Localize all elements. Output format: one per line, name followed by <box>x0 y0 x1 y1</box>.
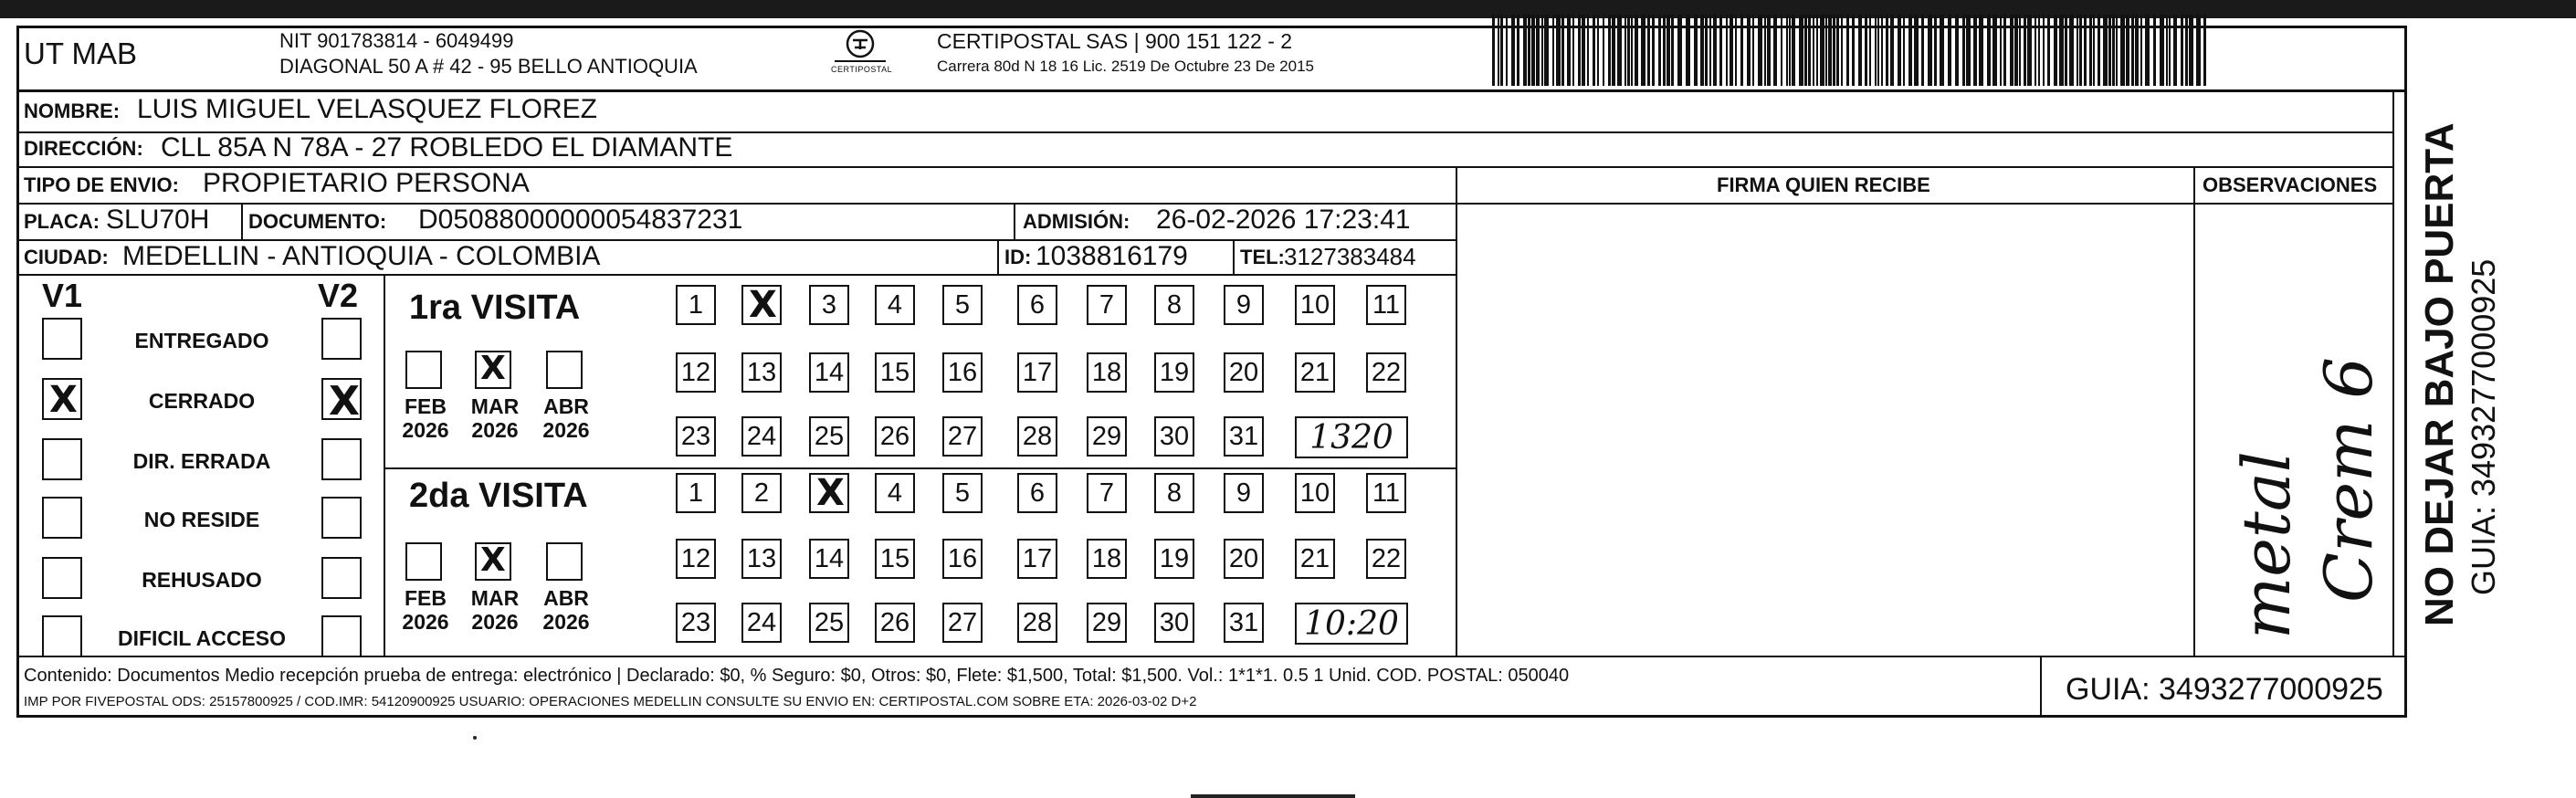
visit-time: 10:20 <box>1304 604 1399 643</box>
day-box[interactable]: 23 <box>676 416 716 457</box>
divider <box>16 89 2407 92</box>
v2-checkbox[interactable] <box>321 318 362 360</box>
day-box[interactable]: 6 <box>1017 473 1057 513</box>
day-box[interactable]: 15 <box>875 352 915 393</box>
month-year: 2026 <box>402 418 449 442</box>
day-box[interactable]: 24 <box>741 603 782 643</box>
v1-checkbox[interactable] <box>42 318 82 360</box>
divider <box>2193 166 2195 656</box>
ciudad-label: CIUDAD: <box>24 246 109 268</box>
check-mark: X <box>816 472 845 514</box>
placa-label: PLACA: <box>24 210 100 233</box>
day-box[interactable]: 12 <box>676 539 716 579</box>
v1-checkbox[interactable] <box>42 557 82 599</box>
day-box[interactable]: 27 <box>942 603 983 643</box>
day-box[interactable]: 17 <box>1017 539 1057 579</box>
sender-address: DIAGONAL 50 A # 42 - 95 BELLO ANTIOQUIA <box>279 55 698 78</box>
scan-mark <box>1191 794 1355 798</box>
day-box[interactable]: 5 <box>942 473 983 513</box>
check-mark: X <box>749 284 777 326</box>
tel-label: TEL: <box>1240 246 1285 268</box>
day-box[interactable]: 29 <box>1087 416 1127 457</box>
month-checkbox[interactable] <box>546 351 583 389</box>
v2-checkbox[interactable] <box>321 615 362 657</box>
visit-time-box[interactable] <box>1295 603 1408 645</box>
direccion-label: DIRECCIÓN: <box>24 137 143 160</box>
check-mark: X <box>329 378 360 425</box>
observaciones-header: OBSERVACIONES <box>2203 173 2378 196</box>
day-box[interactable]: 14 <box>809 539 849 579</box>
day-box[interactable]: 7 <box>1087 473 1127 513</box>
documento-value: D05088000000054837231 <box>418 205 743 235</box>
day-box[interactable]: 19 <box>1154 352 1194 393</box>
day-box[interactable]: 4 <box>875 473 915 513</box>
v2-checkbox[interactable] <box>321 497 362 539</box>
tipo-label: TIPO DE ENVIO: <box>24 173 179 196</box>
month-label: MAR <box>470 394 520 418</box>
visit-time: 1320 <box>1309 418 1393 457</box>
day-box[interactable]: 16 <box>942 352 983 393</box>
day-box[interactable]: 1 <box>676 285 716 325</box>
month-label: FEB <box>405 394 447 418</box>
day-box[interactable]: 20 <box>1224 539 1264 579</box>
footer-guia: GUIA: 3493277000925 <box>2066 672 2383 707</box>
day-box[interactable]: 28 <box>1017 416 1057 457</box>
tel-value: 3127383484 <box>1284 243 1416 270</box>
month-checkbox[interactable] <box>405 351 442 389</box>
status-label: DIFICIL ACCESO <box>117 626 286 650</box>
company-name: UT MAB <box>24 37 138 70</box>
day-box[interactable]: 6 <box>1017 285 1057 325</box>
shipping-label-frame <box>16 26 2407 718</box>
day-box[interactable]: 25 <box>809 603 849 643</box>
month-label: ABR <box>543 586 589 610</box>
day-box[interactable]: 18 <box>1087 352 1127 393</box>
day-box[interactable]: 9 <box>1224 473 1264 513</box>
day-box[interactable]: 27 <box>942 416 983 457</box>
nombre-value: LUIS MIGUEL VELASQUEZ FLOREZ <box>137 94 598 124</box>
divider <box>16 274 1456 276</box>
day-box[interactable]: 13 <box>741 539 782 579</box>
divider <box>1014 203 1015 239</box>
v1-checkbox[interactable] <box>42 438 82 480</box>
month-year: 2026 <box>542 610 590 634</box>
month-year: 2026 <box>542 418 590 442</box>
id-label: ID: <box>1004 246 1032 268</box>
divider <box>1233 239 1235 274</box>
day-box[interactable]: 18 <box>1087 539 1127 579</box>
firma-header: FIRMA QUIEN RECIBE <box>1717 173 1930 196</box>
month-label: ABR <box>543 394 589 418</box>
day-box[interactable]: 5 <box>942 285 983 325</box>
day-box[interactable]: 2 <box>741 473 782 513</box>
day-box[interactable]: 16 <box>942 539 983 579</box>
status-label: REHUSADO <box>142 568 262 592</box>
visit1-title: 1ra VISITA <box>409 289 581 327</box>
day-box[interactable]: 8 <box>1154 473 1194 513</box>
visit2-title: 2da VISITA <box>409 477 588 515</box>
v1-header: V1 <box>42 277 83 314</box>
day-box[interactable]: 3 <box>809 285 849 325</box>
ciudad-value: MEDELLIN - ANTIOQUIA - COLOMBIA <box>122 241 601 271</box>
placa-value: SLU70H <box>106 205 210 235</box>
divider <box>384 274 385 656</box>
divider <box>241 203 243 239</box>
month-label: MAR <box>470 586 520 610</box>
divider <box>997 239 999 274</box>
admision-value: 26-02-2026 17:23:41 <box>1156 205 1411 235</box>
footer-contents: Contenido: Documentos Medio recepción prueba de entrega: electrónico | Declarado: $0, % Seguro: $0, Otros: $0, Flete: $1,500, Total: $1,500. Vol.: 1*1*1. 0.5 1 Unid. COD. POSTAL: 050040 <box>24 666 1570 686</box>
month-checkbox[interactable] <box>405 542 442 581</box>
status-label: CERRADO <box>148 389 256 413</box>
day-box[interactable]: 4 <box>875 285 915 325</box>
day-box[interactable]: 19 <box>1154 539 1194 579</box>
day-box[interactable]: 8 <box>1154 285 1194 325</box>
nit-text: NIT 901783814 - 6049499 <box>279 29 514 52</box>
day-box[interactable]: 24 <box>741 416 782 457</box>
day-box[interactable]: 1 <box>676 473 716 513</box>
day-box[interactable]: 31 <box>1224 603 1264 643</box>
check-mark: X <box>480 541 506 579</box>
day-box[interactable]: 26 <box>875 416 915 457</box>
admision-label: ADMISIÓN: <box>1023 210 1130 233</box>
scan-speck <box>473 736 477 740</box>
footer-details: IMP POR FIVEPOSTAL ODS: 25157800925 / COD.IMR: 54120900925 USUARIO: OPERACIONES MEDELLIN CONSULTE SU ENVIO EN: CERTIPOSTAL.COM SOBRE ETA: 2026-03-02 D+2 <box>24 694 1197 709</box>
day-box[interactable]: 11 <box>1366 285 1406 325</box>
v2-checkbox[interactable] <box>321 438 362 480</box>
check-mark: X <box>480 350 506 387</box>
day-box[interactable]: 11 <box>1366 473 1406 513</box>
day-box[interactable]: 29 <box>1087 603 1127 643</box>
day-box[interactable]: 31 <box>1224 416 1264 457</box>
no-dejar-bajo-puerta: NO DEJAR BAJO PUERTA <box>2417 122 2462 626</box>
month-year: 2026 <box>402 610 449 634</box>
day-box[interactable]: 22 <box>1366 352 1406 393</box>
day-box[interactable]: 15 <box>875 539 915 579</box>
day-box[interactable]: 10 <box>1295 473 1335 513</box>
day-box[interactable]: 14 <box>809 352 849 393</box>
day-box[interactable]: 21 <box>1295 539 1335 579</box>
v2-checkbox[interactable] <box>321 557 362 599</box>
handwritten-note-2: Crem 6 <box>2310 356 2387 603</box>
month-checkbox[interactable] <box>546 542 583 581</box>
v1-checkbox[interactable] <box>42 615 82 657</box>
day-box[interactable]: 10 <box>1295 285 1335 325</box>
status-label: ENTREGADO <box>134 329 269 352</box>
divider <box>384 467 1456 469</box>
status-label: NO RESIDE <box>143 508 260 531</box>
visit-time-box[interactable] <box>1295 416 1408 458</box>
id-value: 1038816179 <box>1036 241 1188 271</box>
month-label: FEB <box>405 586 447 610</box>
divider <box>16 656 2407 657</box>
certipostal-info: CERTIPOSTAL SAS | 900 151 122 - 2 <box>937 29 1293 53</box>
day-box[interactable]: 7 <box>1087 285 1127 325</box>
day-box[interactable]: 17 <box>1017 352 1057 393</box>
nombre-label: NOMBRE: <box>24 100 121 122</box>
day-box[interactable]: 12 <box>676 352 716 393</box>
status-label: DIR. ERRADA <box>132 449 271 473</box>
license-info: Carrera 80d N 18 16 Lic. 2519 De Octubre 23 De 2015 <box>937 58 1314 75</box>
side-guia: GUIA: 3493277000925 <box>2465 258 2502 595</box>
day-box[interactable]: 20 <box>1224 352 1264 393</box>
day-box[interactable]: 21 <box>1295 352 1335 393</box>
day-box[interactable]: 13 <box>741 352 782 393</box>
day-box[interactable]: 9 <box>1224 285 1264 325</box>
day-box[interactable]: 28 <box>1017 603 1057 643</box>
check-mark: X <box>49 379 78 421</box>
day-box[interactable]: 22 <box>1366 539 1406 579</box>
day-box[interactable]: 26 <box>875 603 915 643</box>
documento-label: DOCUMENTO: <box>248 210 387 233</box>
day-box[interactable]: 25 <box>809 416 849 457</box>
divider <box>2392 89 2394 656</box>
day-box[interactable]: 30 <box>1154 603 1194 643</box>
v1-checkbox[interactable] <box>42 497 82 539</box>
certipostal-logo: CERTIPOSTAL <box>827 27 893 82</box>
v2-header: V2 <box>318 277 359 314</box>
month-year: 2026 <box>471 610 519 634</box>
handwritten-note-1: metal <box>2228 451 2305 639</box>
divider <box>1456 166 1457 656</box>
month-year: 2026 <box>471 418 519 442</box>
direccion-value: CLL 85A N 78A - 27 ROBLEDO EL DIAMANTE <box>161 132 733 163</box>
tipo-value: PROPIETARIO PERSONA <box>203 168 530 198</box>
day-box[interactable]: 23 <box>676 603 716 643</box>
day-box[interactable]: 30 <box>1154 416 1194 457</box>
divider <box>2040 656 2042 718</box>
